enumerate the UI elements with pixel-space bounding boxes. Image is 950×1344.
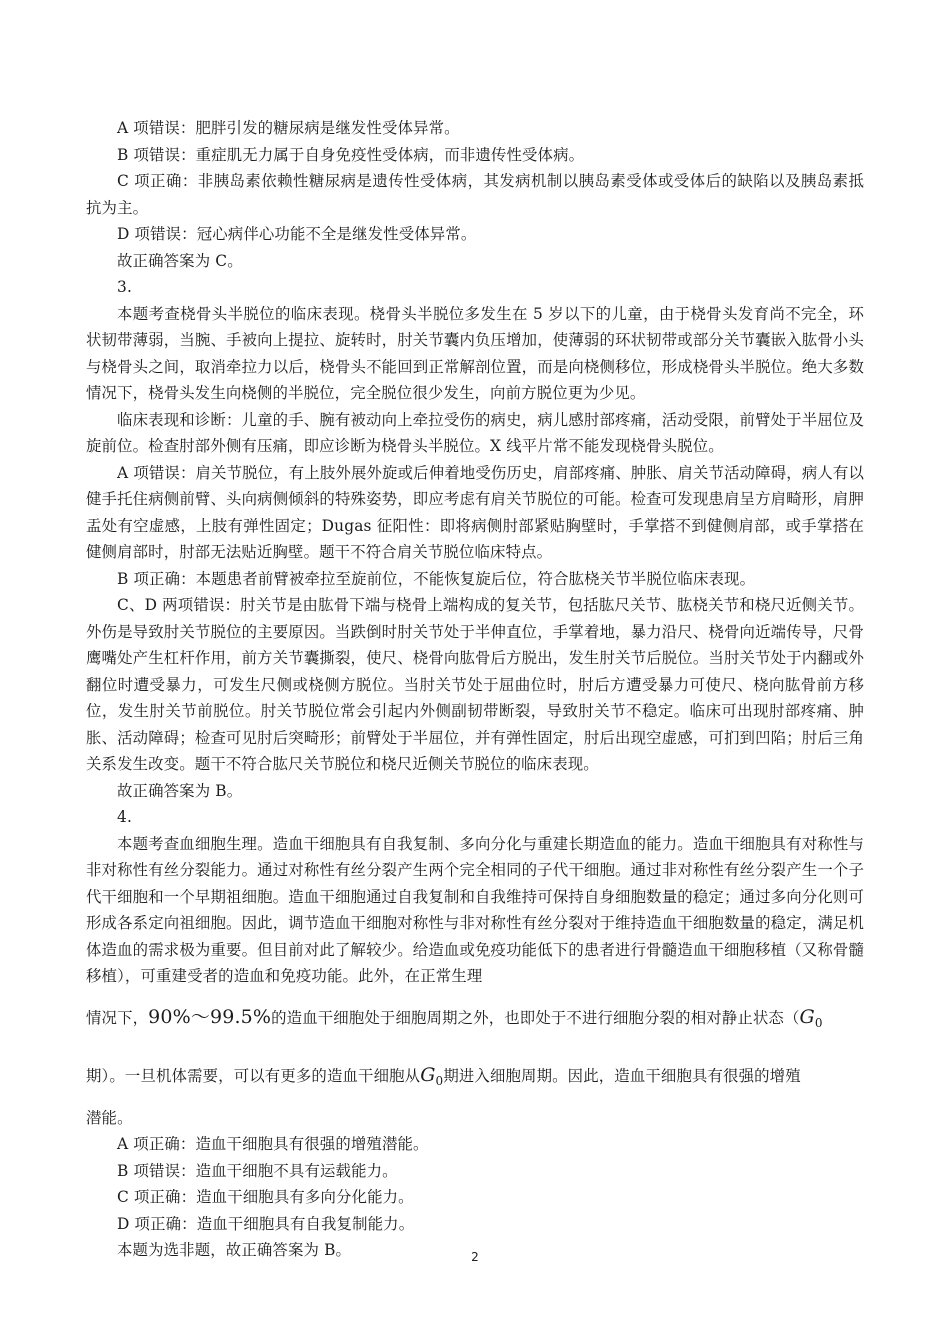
q3-answer-line: 故正确答案为 B。 [117,781,243,800]
answer-line: 故正确答案为 C。 [117,251,243,270]
page-body [86,115,864,1264]
q4-option-c: C 项正确：造血干细胞具有多向分化能力。 [117,1188,414,1206]
q4-math-line-2-post: 期进入细胞周期。因此，造血干细胞具有很强的增殖 [443,1067,801,1085]
q3-option-b: B 项正确：本题患者前臂被牵拉至旋前位，不能恢复旋后位，符合肱桡关节半脱位临床表现。 [117,569,756,588]
q4-option-b: B 项错误：造血干细胞不具有运载能力。 [117,1161,398,1180]
q3-paragraph-1: 本题考查桡骨头半脱位的临床表现。桡骨头半脱位多发生在 5 岁以下的儿童，由于桡骨头发育尚不完全，环状韧带薄弱，当腕、手被向上提拉、旋转时，肘关节囊内负压增加，使薄弱的环状韧带或部分关节囊嵌入肱骨小头与桡骨头之间，取消牵拉力以后，桡骨头不能回到正常解剖位置，而是向桡侧移位，形成桡骨头半脱位。绝大多数情况下，桡骨头发生向桡侧的半脱位，完全脱位很少发生，向前方脱位更为少见。 [86,304,864,402]
option-b-explanation: B 项错误：重症肌无力属于自身免疫性受体病，而非遗传性受体病。 [117,145,585,164]
q3-paragraph-2: 临床表现和诊断：儿童的手、腕有被动向上牵拉受伤的病史，病儿感肘部疼痛，活动受限，前臂处于半屈位及旋前位。检查肘部外侧有压痛，即应诊断为桡骨头半脱位。X 线平片常不能发现桡骨头脱位。 [86,410,864,455]
q4-math-line-2 [86,1050,864,1095]
q4-math-line-3: 潜能。 [86,1108,133,1127]
q4-math-line-2-pre: 期）。一旦机体需要，可以有更多的造血干细胞从 [86,1067,421,1085]
percentage-range: 90%～99.5% [148,1005,272,1028]
option-d-explanation: D 项错误：冠心病伴心功能不全是继发性受体异常。 [117,225,477,243]
g0-symbol-2: $G_0$ [420,1064,444,1088]
q4-paragraph-1: 本题考查血细胞生理。造血干细胞具有自我复制、多向分化与重建长期造血的能力。造血干细胞具有对称性与非对称性有丝分裂能力。通过对称性有丝分裂产生两个完全相同的子代干细胞。通过非对称性有丝分裂产生一个子代干细胞和一个早期祖细胞。造血干细胞通过自我复制和自我维持可保持自身细胞数量的稳定；通过多向分化则可形成各系定向祖细胞。因此，调节造血干细胞对称性与非对称性有丝分裂对于维持造血干细胞数量的稳定，满足机体造血的需求极为重要。但目前对此了解较少。给造血或免疫功能低下的患者进行骨髓造血干细胞移植（又称骨髓移植），可重建受者的造血和免疫功能。此外，在正常生理 [86,834,864,985]
option-a-explanation: A 项错误：肥胖引发的糖尿病是继发性受体异常。 [117,119,460,137]
q4-option-d: D 项正确：造血干细胞具有自我复制能力。 [117,1214,415,1233]
g0-symbol: $G_0$ [799,1005,823,1030]
question-number-3: 3. [117,278,132,296]
q4-option-a: A 项正确：造血干细胞具有很强的增殖潜能。 [117,1135,429,1153]
q4-math-line-1 [86,990,864,1051]
q4-math-line-1-pre: 情况下， [86,1008,149,1027]
q4-answer-line: 本题为选非题，故正确答案为 B。 [117,1241,352,1259]
q3-option-cd: C、D 两项错误：肘关节是由肱骨下端与桡骨上端构成的复关节，包括肱尺关节、肱桡关节和桡尺近侧关节。外伤是导致肘关节脱位的主要原因。当跌倒时肘关节处于半伸直位，手掌着地，暴力沿尺、桡骨向近端传导，尺骨鹰嘴处产生杠杆作用，前方关节囊撕裂，使尺、桡骨向肱骨后方脱出，发生肘关节后脱位。当肘关节处于内翻或外翻位时遭受暴力，可发生尺侧或桡侧方脱位。当肘关节处于屈曲位时，肘后方遭受暴力可使尺、桡向肱骨前方移位，发生肘关节前脱位。肘关节脱位常会引起内外侧副韧带断裂，导致肘关节不稳定。临床可出现肘部疼痛、肿胀、活动障碍；检查可见肘后突畸形；前臂处于半屈位，并有弹性固定，肘后出现空虚感，可扪到凹陷；肘后三角关系发生改变。题干不符合肱尺关节脱位和桡尺近侧关节脱位的临床表现。 [86,596,864,773]
q4-math-line-1-post: 的造血干细胞处于细胞周期之外，也即处于不进行细胞分裂的相对静止状态（ [271,1008,800,1027]
option-c-explanation: C 项正确：非胰岛素依赖性糖尿病是遗传性受体病，其发病机制以胰岛素受体或受体后的缺陷以及胰岛素抵抗为主。 [86,172,864,217]
page-number: 2 [471,1250,479,1264]
question-number-4: 4. [117,808,132,826]
q3-option-a: A 项错误：肩关节脱位，有上肢外展外旋或后伸着地受伤历史，肩部疼痛、肿胀、肩关节活动障碍，病人有以健手托住病侧前臂、头向病侧倾斜的特殊姿势，即应考虑有肩关节脱位的可能。检查可发现患肩呈方肩畸形，肩胛盂处有空虚感，上肢有弹性固定；Dugas 征阳性：即将病侧肘部紧贴胸壁时，手掌搭不到健侧肩部，或手掌搭在健侧肩部时，肘部无法贴近胸壁。题干不符合肩关节脱位临床特点。 [86,463,864,561]
